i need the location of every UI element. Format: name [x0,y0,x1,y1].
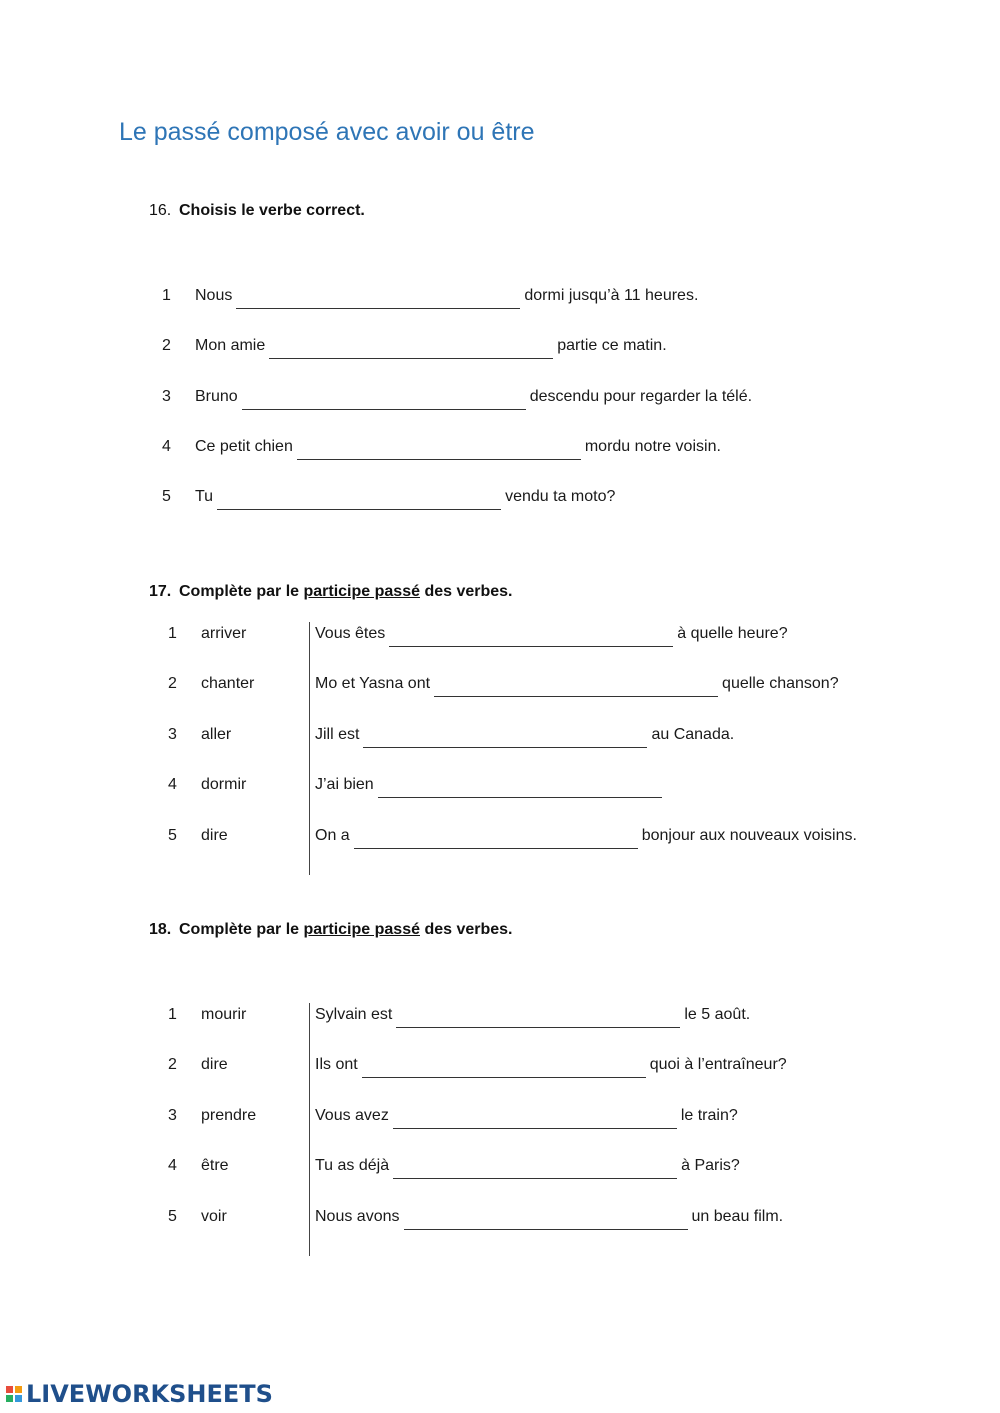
instruction-underlined: participe passé [303,921,420,938]
exercise-16-item [162,438,862,460]
answer-input[interactable] [389,628,673,647]
sentence-before: Vous êtes [315,625,386,642]
exercise-16-item [162,388,862,410]
exercise-16-item [162,287,862,309]
sentence-after: descendu pour regarder la télé. [529,388,753,405]
sentence-after: bonjour aux nouveaux voisins. [641,827,857,844]
exercise-16-item [162,488,862,510]
verb-infinitive: dire [201,1056,228,1073]
item-number: 3 [168,1107,177,1124]
sentence-after: le 5 août. [684,1006,751,1023]
item-sentence [195,438,721,455]
item-number: 5 [168,827,177,844]
verb-infinitive: prendre [201,1107,257,1124]
sentence-after: vendu ta moto? [505,488,616,505]
instruction-pre: Complète par le [179,583,300,600]
answer-input[interactable] [378,779,662,798]
item-sentence [315,625,788,647]
exercise-16-heading [149,202,365,220]
sentence-after: mordu notre voisin. [584,438,721,455]
item-sentence [315,1006,750,1028]
sentence-before: Vous avez [315,1107,389,1124]
item-sentence [315,776,666,798]
verb-infinitive: mourir [201,1006,247,1023]
item-sentence [195,388,752,405]
item-sentence [315,827,857,849]
answer-input[interactable] [269,340,553,359]
item-sentence [315,1208,783,1230]
verb-infinitive: voir [201,1208,227,1225]
item-number: 1 [168,625,177,642]
sentence-before: Mo et Yasna ont [315,675,431,692]
item-sentence [195,287,698,304]
exercise-16-item [162,337,862,359]
answer-input[interactable] [393,1110,677,1129]
exercise-number: 18. [149,921,172,938]
exercise-17-heading [149,583,513,601]
answer-input[interactable] [434,678,718,697]
item-number: 4 [168,776,177,793]
sentence-before: On a [315,827,350,844]
verb-infinitive: être [201,1157,229,1174]
item-number: 2 [168,1056,177,1073]
page-title: Le passé composé avec avoir ou être [119,118,535,146]
sentence-before: Jill est [315,726,360,743]
verb-infinitive: dire [201,827,228,844]
answer-input[interactable] [404,1211,688,1230]
sentence-before: J’ai bien [315,776,374,793]
item-number: 4 [168,1157,177,1174]
item-sentence [315,726,734,748]
item-sentence [315,1056,787,1078]
answer-input[interactable] [363,729,647,748]
brand-name: LIVEWORKSHEETS [26,1380,273,1408]
answer-input[interactable] [362,1059,646,1078]
item-number: 1 [162,287,171,304]
sentence-before: Tu as déjà [315,1157,390,1174]
exercise-18-heading [149,921,513,939]
sentence-before: Mon amie [195,337,266,354]
item-number: 2 [168,675,177,692]
exercise-instruction: Choisis le verbe correct. [179,202,365,219]
instruction-post: des verbes. [424,921,513,938]
sentence-before: Nous [195,287,233,304]
verb-infinitive: aller [201,726,232,743]
verb-infinitive: arriver [201,625,247,642]
item-number: 3 [162,388,171,405]
item-number: 3 [168,726,177,743]
item-number: 1 [168,1006,177,1023]
sentence-before: Ils ont [315,1056,358,1073]
answer-input[interactable] [393,1160,677,1179]
sentence-before: Ce petit chien [195,438,293,455]
liveworksheets-logo [6,1381,273,1407]
exercise-number: 16. [149,202,172,219]
sentence-before: Bruno [195,388,238,405]
verb-infinitive: chanter [201,675,255,692]
sentence-before: Sylvain est [315,1006,393,1023]
item-sentence [195,337,667,354]
sentence-after: quelle chanson? [722,675,839,692]
answer-input[interactable] [297,441,581,460]
sentence-after: au Canada. [651,726,735,743]
column-divider [309,622,310,875]
sentence-after: un beau film. [691,1208,784,1225]
item-sentence [195,488,615,505]
item-number: 2 [162,337,171,354]
answer-input[interactable] [396,1009,680,1028]
sentence-after: partie ce matin. [557,337,667,354]
answer-input[interactable] [217,491,501,510]
sentence-after: le train? [680,1107,738,1124]
answer-input[interactable] [354,830,638,849]
exercise-number: 17. [149,583,172,600]
sentence-after: à quelle heure? [677,625,788,642]
item-sentence [315,675,839,697]
instruction-pre: Complète par le [179,921,300,938]
sentence-after: dormi jusqu’à 11 heures. [524,287,699,304]
item-sentence [315,1157,740,1179]
verb-infinitive: dormir [201,776,247,793]
item-number: 4 [162,438,171,455]
answer-input[interactable] [242,391,526,410]
sentence-before: Nous avons [315,1208,400,1225]
instruction-post: des verbes. [424,583,513,600]
item-sentence [315,1107,738,1129]
item-number: 5 [162,488,171,505]
sentence-before: Tu [195,488,214,505]
instruction-underlined: participe passé [303,583,420,600]
column-divider [309,1003,310,1256]
item-number: 5 [168,1208,177,1225]
sentence-after: quoi à l’entraîneur? [649,1056,787,1073]
sentence-after: à Paris? [681,1157,740,1174]
logo-mark-icon [6,1386,22,1402]
answer-input[interactable] [236,290,520,309]
